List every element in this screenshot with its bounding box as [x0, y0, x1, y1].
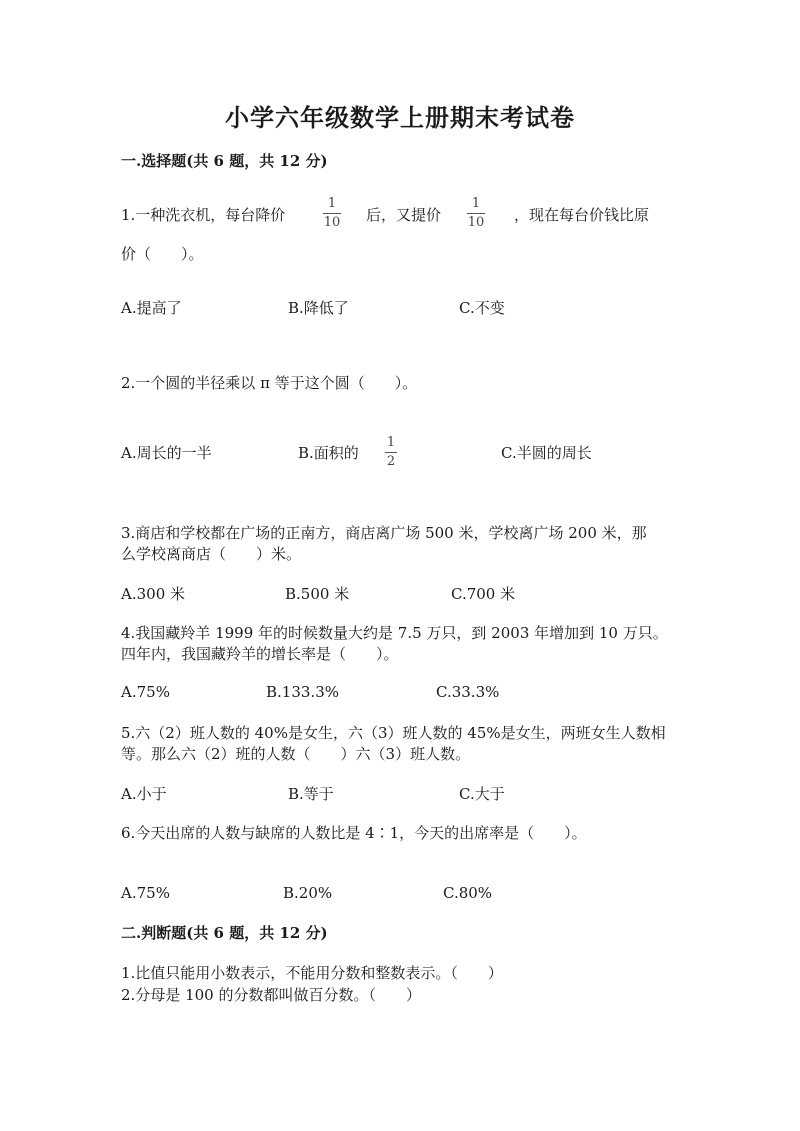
q3-option-b: B.500 米 — [285, 585, 350, 603]
q2-option-a: A.周长的一半 — [121, 444, 212, 462]
fraction-denominator: 10 — [323, 215, 341, 231]
question-1-part2: 后，又提价 — [366, 206, 442, 224]
question-5-line1: 5.六（2）班人数的 40%是女生，六（3）班人数的 45%是女生，两班女生人数相 — [121, 724, 666, 742]
q6-option-c: C.80% — [443, 884, 493, 902]
section-heading-judgement: 二.判断题(共 6 题，共 12 分) — [121, 924, 328, 942]
judgement-item-1: 1.比值只能用小数表示，不能用分数和整数表示。（ ） — [121, 964, 503, 982]
fraction-bar — [467, 213, 485, 214]
fraction-bar — [385, 452, 397, 453]
question-3-line1: 3.商店和学校都在广场的正南方，商店离广场 500 米，学校离广场 200 米，那 — [121, 524, 647, 542]
q3-option-a: A.300 米 — [121, 585, 185, 603]
q2-option-b: B.面积的 — [298, 444, 359, 462]
question-3-line2: 么学校离商店（ ）米。 — [121, 545, 302, 563]
question-4-line2: 四年内，我国藏羚羊的增长率是（ ）。 — [121, 645, 399, 663]
fraction-bar — [323, 213, 341, 214]
fraction-one-tenth-b — [467, 197, 485, 231]
fraction-numerator: 1 — [386, 435, 396, 450]
q6-option-a: A.75% — [121, 884, 170, 902]
fraction-one-tenth-a — [323, 197, 341, 231]
question-1-line2: 价（ ）。 — [121, 245, 204, 263]
question-4-line1: 4.我国藏羚羊 1999 年的时候数量大约是 7.5 万只，到 2003 年增加到 10 万只。 — [121, 624, 668, 642]
section-heading-choice: 一.选择题(共 6 题，共 12 分) — [121, 152, 328, 170]
q5-option-b: B.等于 — [288, 785, 334, 803]
q4-option-a: A.75% — [121, 683, 170, 701]
question-2: 2.一个圆的半径乘以 π 等于这个圆（ ）。 — [121, 374, 418, 392]
q4-option-c: C.33.3% — [436, 683, 500, 701]
judgement-item-2: 2.分母是 100 的分数都叫做百分数。（ ） — [121, 986, 421, 1004]
q4-option-b: B.133.3% — [266, 683, 339, 701]
question-5-line2: 等。那么六（2）班的人数（ ）六（3）班人数。 — [121, 745, 471, 763]
q3-option-c: C.700 米 — [451, 585, 516, 603]
fraction-denominator: 2 — [386, 454, 396, 470]
question-6: 6.今天出席的人数与缺席的人数比是 4∶1，今天的出席率是（ ）。 — [121, 824, 587, 842]
question-1-part1: 1.一种洗衣机，每台降价 — [121, 206, 286, 224]
q1-option-c: C.不变 — [459, 299, 505, 317]
fraction-denominator: 10 — [467, 215, 485, 231]
q2-option-c: C.半圆的周长 — [501, 444, 592, 462]
page-title: 小学六年级数学上册期末考试卷 — [225, 103, 575, 132]
q5-option-a: A.小于 — [121, 785, 167, 803]
q1-option-a: A.提高了 — [121, 299, 182, 317]
fraction-numerator: 1 — [327, 196, 337, 211]
fraction-numerator: 1 — [471, 196, 481, 211]
fraction-one-half — [385, 436, 397, 470]
q1-option-b: B.降低了 — [288, 299, 349, 317]
q5-option-c: C.大于 — [459, 785, 505, 803]
q6-option-b: B.20% — [283, 884, 333, 902]
question-1-part3: ，现在每台价钱比原 — [514, 206, 650, 224]
